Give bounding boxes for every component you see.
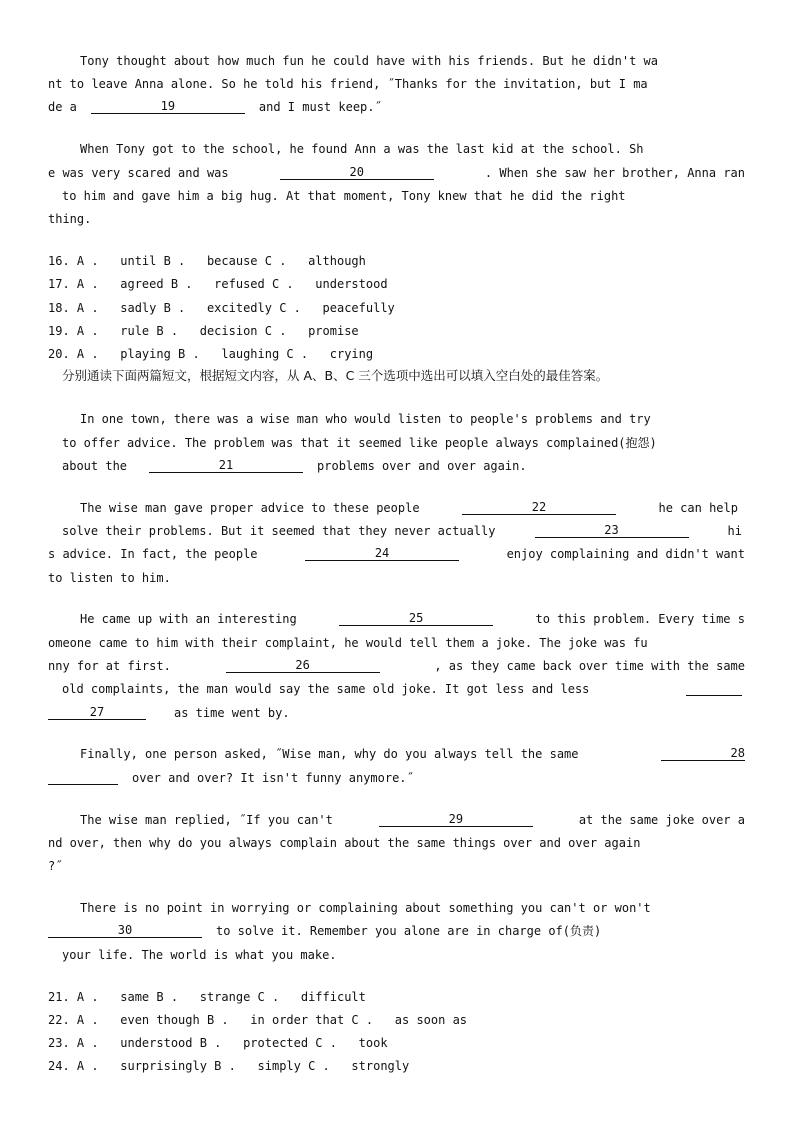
q2-p3-text: , as they came back over time with the same bbox=[434, 659, 745, 673]
q2-p2-text: to listen to him. bbox=[48, 571, 171, 585]
q2-p5-line bbox=[48, 858, 745, 874]
q2-p2-text: he can help bbox=[658, 501, 738, 515]
blank-20[interactable]: 20 bbox=[280, 165, 434, 180]
q2-p3-text: omeone came to him with their complaint, he would tell them a joke. The joke was fu bbox=[48, 636, 648, 650]
q2-p2-text: The wise man gave proper advice to these people bbox=[80, 501, 420, 515]
p1-line bbox=[48, 99, 745, 115]
option-row: 22. A . even though B . in order that C . as soon as bbox=[48, 1013, 468, 1027]
q2-p3-text: old complaints, the man would say the same old joke. It got less and less bbox=[62, 682, 590, 696]
q2-p2-line bbox=[48, 546, 745, 562]
q2-p3-text: as time went by. bbox=[174, 706, 290, 720]
q2-p1-text: to offer advice. The problem was that it seemed like people always complained(抱怨) bbox=[62, 436, 657, 450]
p2-text: to him and gave him a big hug. At that moment, Tony knew that he did the right bbox=[62, 189, 626, 203]
q2-p1-line bbox=[62, 435, 742, 451]
q2-p6-line bbox=[48, 923, 745, 939]
p2-line bbox=[80, 141, 745, 157]
p1-text: and I must keep.˝ bbox=[258, 100, 382, 114]
q2-p3-line bbox=[80, 611, 745, 627]
q2-p1-text: In one town, there was a wise man who would listen to people's problems and try bbox=[80, 412, 651, 426]
p2-text: . When she saw her brother, Anna ran bbox=[484, 166, 745, 180]
p2-text: thing. bbox=[48, 212, 92, 226]
option-row: 18. A . sadly B . excitedly C . peacefully bbox=[48, 301, 395, 315]
q2-p1-text: problems over and over again. bbox=[317, 459, 527, 473]
blank-21[interactable]: 21 bbox=[149, 458, 303, 473]
blank-19[interactable]: 19 bbox=[91, 99, 245, 114]
p1-line bbox=[80, 53, 745, 69]
p1-line bbox=[48, 76, 745, 92]
q2-p6-line bbox=[80, 900, 725, 916]
q2-p3-line bbox=[48, 658, 745, 674]
p2-line bbox=[48, 211, 745, 227]
option-row: 17. A . agreed B . refused C . understood bbox=[48, 277, 388, 291]
q2-p5-line bbox=[80, 812, 745, 828]
blank-30[interactable]: 30 bbox=[48, 923, 202, 938]
q2-p2-line bbox=[62, 523, 742, 539]
p2-text: When Tony got to the school, he found Ann a was the last kid at the school. Sh bbox=[80, 142, 644, 156]
q2-p1-line bbox=[62, 458, 759, 474]
option-row: 21. A . same B . strange C . difficult bbox=[48, 990, 366, 1004]
q2-p2-text: hi bbox=[727, 524, 742, 538]
blank-25[interactable]: 25 bbox=[339, 611, 493, 626]
q2-p5-text: at the same joke over a bbox=[578, 813, 745, 827]
blank-29[interactable]: 29 bbox=[379, 812, 533, 827]
option-row: 24. A . surprisingly B . simply C . strongly bbox=[48, 1059, 410, 1073]
q2-p4-text: over and over? It isn't funny anymore.˝ bbox=[132, 771, 414, 785]
q2-p3-line bbox=[48, 635, 745, 651]
blank-27[interactable]: 27 bbox=[48, 705, 146, 720]
q2-p1-line bbox=[80, 411, 740, 427]
q2-p2-text: solve their problems. But it seemed that they never actually bbox=[62, 524, 496, 538]
blank-23[interactable]: 23 bbox=[535, 523, 689, 538]
p2-line bbox=[62, 188, 727, 204]
q2-p3-line bbox=[48, 705, 745, 721]
q2-p4-text: Finally, one person asked, ˝Wise man, why do you always tell the same bbox=[80, 747, 579, 761]
q2-p6-text: to solve it. Remember you alone are in charge of(负责) bbox=[216, 924, 602, 938]
q2-p6-text: There is no point in worrying or complaining about something you can't or won't bbox=[80, 901, 651, 915]
blank-26[interactable]: 26 bbox=[226, 658, 380, 673]
blank-27-start[interactable] bbox=[686, 681, 742, 696]
q2-p6-line bbox=[62, 947, 759, 963]
q2-p3-text: He came up with an interesting bbox=[80, 612, 297, 626]
blank-28[interactable]: 28 bbox=[661, 746, 745, 761]
blank-28-end[interactable] bbox=[48, 770, 118, 785]
q2-p2-text: enjoy complaining and didn't want bbox=[506, 547, 745, 561]
blank-22[interactable]: 22 bbox=[462, 500, 616, 515]
q2-p5-line bbox=[48, 835, 745, 851]
q2-p3-text: nny for at first. bbox=[48, 659, 171, 673]
p2-text: e was very scared and was bbox=[48, 166, 229, 180]
option-row: 16. A . until B . because C . although bbox=[48, 254, 366, 268]
q2-p5-text: nd over, then why do you always complain about the same things over and over again bbox=[48, 836, 641, 850]
q2-p5-text: The wise man replied, ˝If you can't bbox=[80, 813, 333, 827]
q2-p4-line bbox=[48, 770, 745, 786]
p1-text: Tony thought about how much fun he could have with his friends. But he didn't wa bbox=[80, 54, 658, 68]
section-instruction: 分别通读下面两篇短文，根据短文内容，从 A、B、C 三个选项中选出可以填入空白处的最佳答案。 bbox=[62, 368, 609, 383]
blank-24[interactable]: 24 bbox=[305, 546, 459, 561]
q2-p3-text: to this problem. Every time s bbox=[535, 612, 745, 626]
q2-p2-line bbox=[48, 570, 745, 586]
q2-p2-line bbox=[80, 500, 738, 516]
q2-p1-text: about the bbox=[62, 459, 128, 473]
q2-p3-line bbox=[62, 681, 742, 697]
q2-p6-text: your life. The world is what you make. bbox=[62, 948, 337, 962]
p1-text: de a bbox=[48, 100, 77, 114]
option-row: 23. A . understood B . protected C . took bbox=[48, 1036, 388, 1050]
option-row: 19. A . rule B . decision C . promise bbox=[48, 324, 359, 338]
p1-text: nt to leave Anna alone. So he told his friend, ˝Thanks for the invitation, but I ma bbox=[48, 77, 648, 91]
option-row: 20. A . playing B . laughing C . crying bbox=[48, 347, 374, 361]
q2-p2-text: s advice. In fact, the people bbox=[48, 547, 258, 561]
q2-p4-line bbox=[80, 746, 745, 762]
p2-line bbox=[48, 165, 745, 181]
q2-p5-text: ?˝ bbox=[48, 859, 63, 873]
